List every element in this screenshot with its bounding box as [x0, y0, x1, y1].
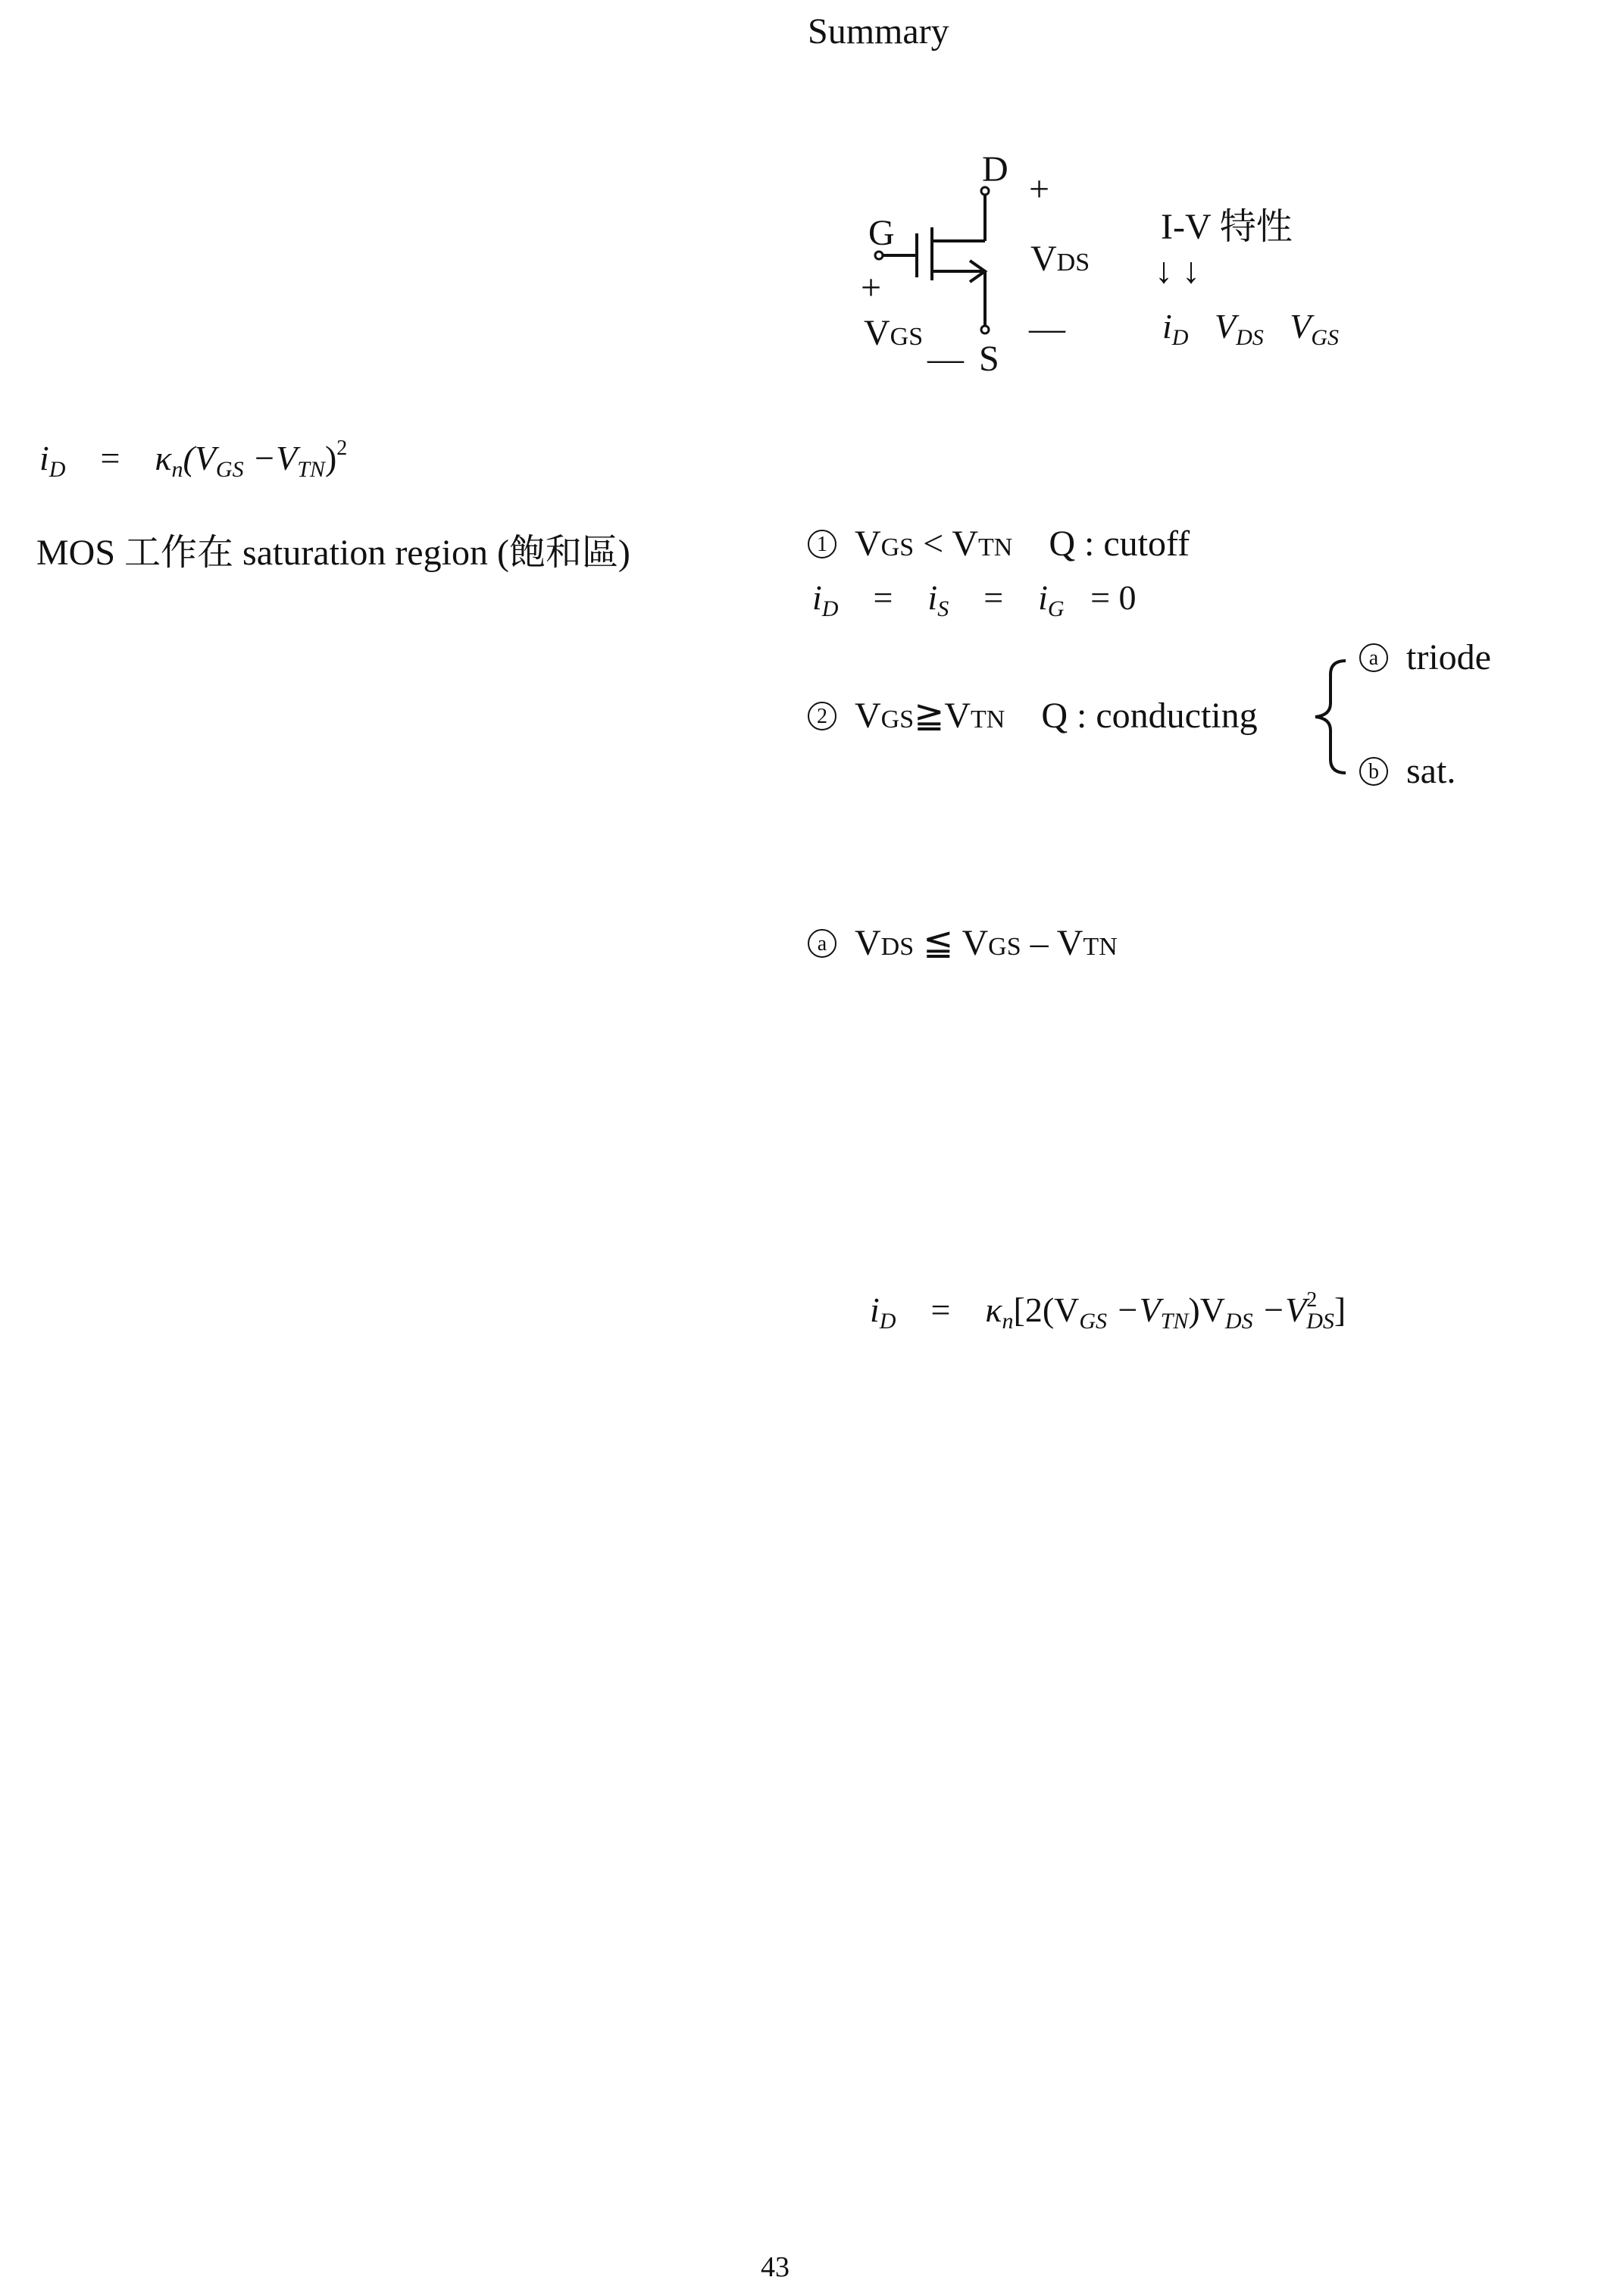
iv-variables: $i_D$ $V_{DS}$ $V_{GS}$ [1162, 307, 1340, 350]
gate-minus-sign: — [927, 339, 964, 379]
option-triode: a triode [1359, 637, 1491, 678]
vds-label: VDS [1030, 239, 1090, 279]
option-a-marker: a [1359, 643, 1388, 672]
gate-label: G [868, 213, 895, 253]
drain-minus-sign: — [1029, 308, 1065, 349]
saturation-equation: $i_D$ = $\kappa_n(V_{GS} -V_{TN})^2$ [39, 436, 348, 482]
drain-label: D [982, 149, 1008, 189]
option-sat: b sat. [1359, 750, 1456, 792]
iv-title: I-V 特性 [1161, 207, 1293, 247]
case1-condition: 1 VGS < VTN Q : cutoff [808, 523, 1190, 565]
gate-plus-sign: + [861, 267, 882, 308]
cutoff-currents: $i_D$ = $i_S$ = $i_G$ = 0 [812, 578, 1137, 621]
vgs-label: VGS [864, 313, 924, 353]
case1-marker: 1 [808, 530, 836, 558]
triode-marker: a [808, 929, 836, 958]
saturation-note: MOS 工作在 saturation region (飽和區) [36, 533, 630, 573]
drain-plus-sign: + [1029, 169, 1050, 209]
case2-condition: 2 VGS≧VTN Q : conducting [808, 694, 1258, 737]
iv-arrows: ↓ ↓ [1155, 251, 1200, 291]
curly-brace [1308, 656, 1353, 777]
option-b-marker: b [1359, 757, 1388, 786]
page-title: Summary [808, 11, 949, 52]
source-label: S [979, 339, 999, 379]
triode-equation: $i_D$ = $\kappa_n[2(V_{GS} -V_{TN})V_{DS} -V^2_{DS}]$ [870, 1288, 1346, 1334]
case2-marker: 2 [808, 702, 836, 730]
page-number: 43 [761, 2251, 790, 2283]
triode-condition: a VDS ≦ VGS – VTN [808, 921, 1118, 964]
source-terminal [981, 326, 989, 333]
